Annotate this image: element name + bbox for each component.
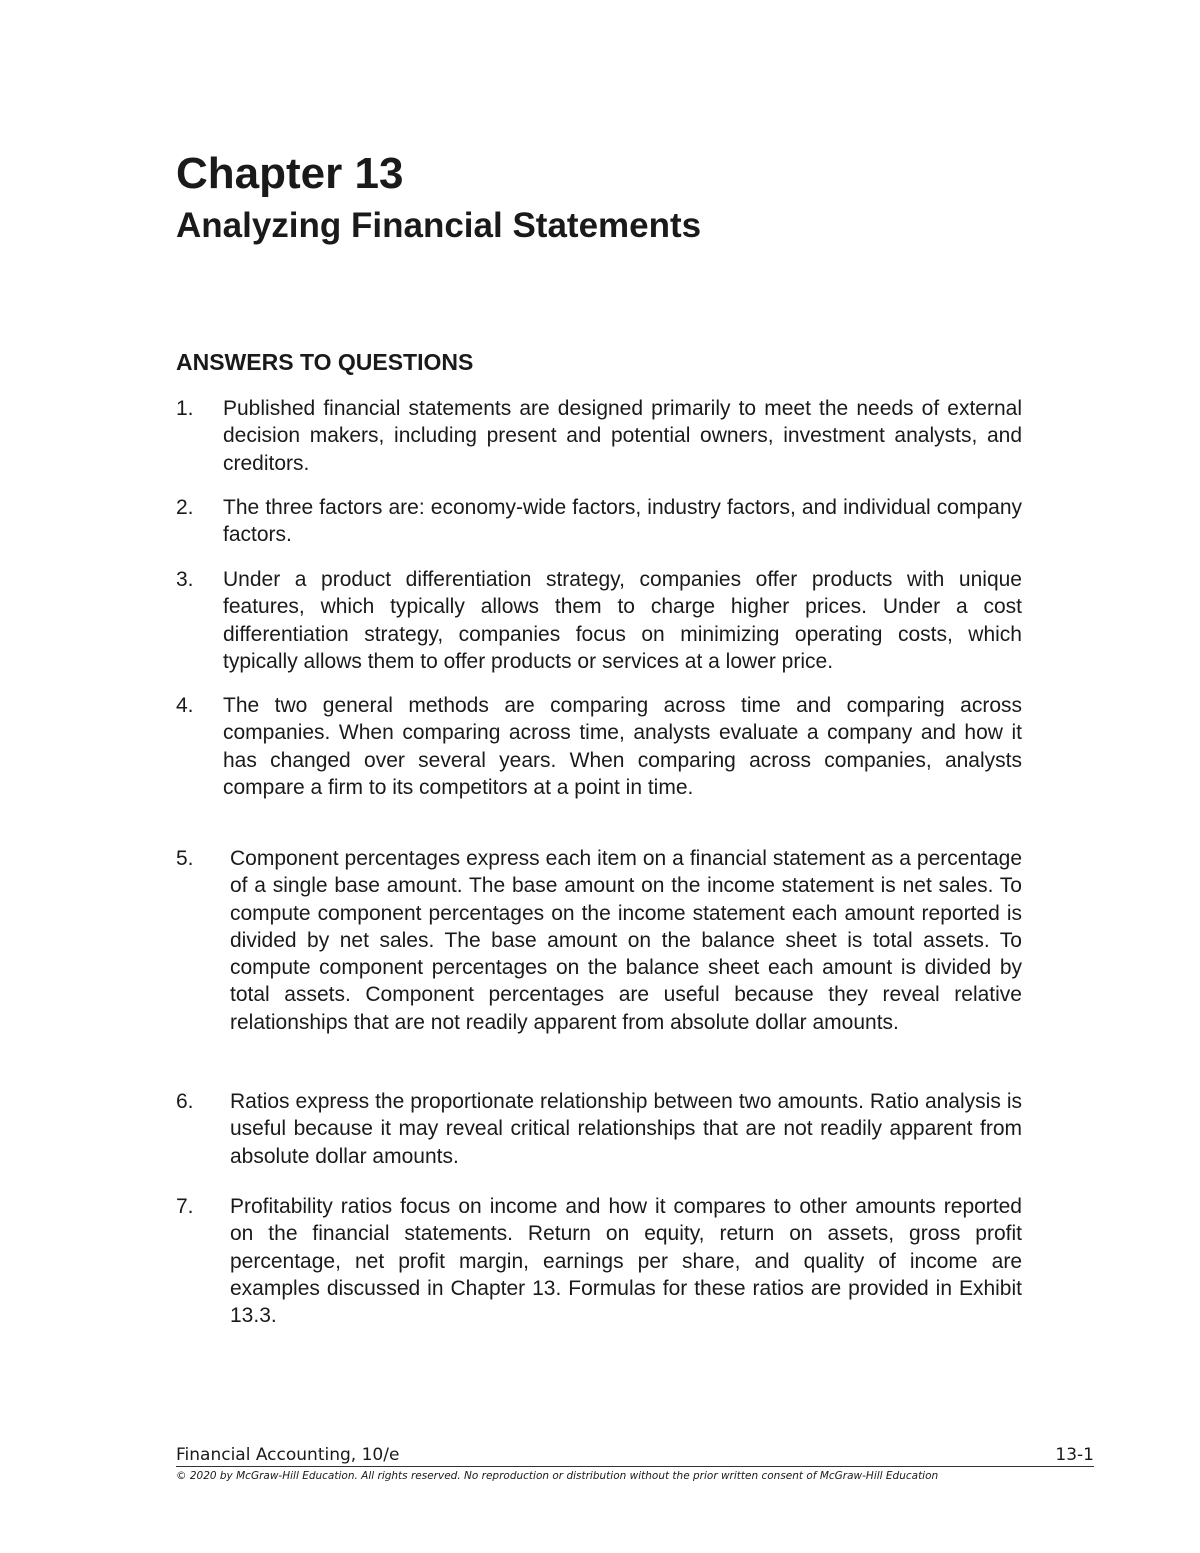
footer-copyright: © 2020 by McGraw-Hill Education. All rights reserved. No reproduction or distribution without the prior written consent of McGraw-Hill Education — [176, 1470, 939, 1482]
answer-item-4 — [176, 692, 1022, 801]
answer-text: Under a product differentiation strategy, companies offer products with unique features, which typically allows them to charge higher prices. Under a cost differentiation strategy, companies focus on minimizing operating costs, which typically allows them to offer products or services at a lower price. — [223, 568, 1022, 673]
answer-number: 4. — [176, 694, 194, 717]
answer-text: Profitability ratios focus on income and how it compares to other amounts reported on the financial statements. Return on equity, return on assets, gross profit percentage, net profit margin, earnings per share, and quality of income are examples discussed in Chapter 13. Formulas for these ratios are provided in Exhibit 13.3. — [230, 1195, 1022, 1328]
section-heading: ANSWERS TO QUESTIONS — [176, 349, 474, 375]
answer-number: 1. — [176, 397, 194, 420]
answer-item-6 — [176, 1088, 1022, 1170]
answer-text: Component percentages express each item on a financial statement as a percentage of a single base amount. The base amount on the income statement is net sales. To compute component percentages on the income statement each amount reported is divided by net sales. The base amount on the balance sheet is total assets. To compute component percentages on the balance sheet each amount is divided by total assets. Component percentages are useful because they reveal relative relationships that are not readily apparent from absolute dollar amounts. — [230, 847, 1022, 1034]
chapter-title: Analyzing Financial Statements — [176, 206, 702, 245]
answer-number: 6. — [176, 1090, 194, 1113]
chapter-number: Chapter 13 — [176, 149, 404, 198]
answer-number: 7. — [176, 1195, 194, 1218]
answer-text: The three factors are: economy-wide factors, industry factors, and individual company factors. — [223, 496, 1022, 547]
answer-number: 2. — [176, 496, 194, 519]
footer-page-number: 13-1 — [1055, 1445, 1094, 1465]
answer-text: The two general methods are comparing across time and comparing across companies. When comparing across time, analysts evaluate a company and how it has changed over several years. When comparing across companies, analysts compare a firm to its competitors at a point in time. — [223, 694, 1022, 799]
answer-text: Ratios express the proportionate relationship between two amounts. Ratio analysis is useful because it may reveal critical relationships that are not readily apparent from absolute dollar amounts. — [230, 1090, 1022, 1168]
page-footer — [176, 1444, 1094, 1467]
answer-item-3 — [176, 566, 1022, 675]
answer-number: 3. — [176, 568, 194, 591]
answer-item-7 — [176, 1193, 1022, 1329]
answer-item-1 — [176, 395, 1022, 477]
answer-number: 5. — [176, 847, 194, 870]
answer-text: Published financial statements are designed primarily to meet the needs of external decision makers, including present and potential owners, investment analysts, and creditors. — [223, 397, 1022, 475]
answer-item-5 — [176, 845, 1022, 1036]
footer-book-title: Financial Accounting, 10/e — [176, 1445, 400, 1465]
answer-item-2 — [176, 494, 1022, 549]
